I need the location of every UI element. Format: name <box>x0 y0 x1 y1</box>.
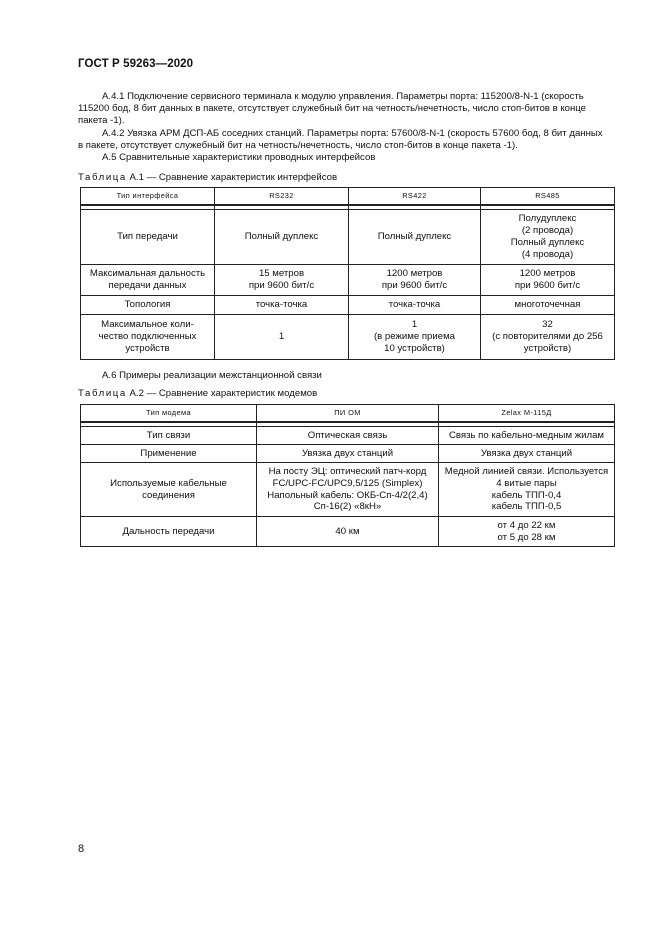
table-cell: Увязка двух станций <box>257 445 439 463</box>
row-label-cell: Дальность передачи <box>81 517 257 547</box>
table-row <box>81 463 615 517</box>
row-label-cell: Максимальная дальность передачи данных <box>81 265 215 296</box>
table-cell: 1200 метров при 9600 бит/с <box>481 265 615 296</box>
table-cell: многоточечная <box>481 296 615 315</box>
row-label-cell: Топология <box>81 296 215 315</box>
modems-table <box>80 404 615 547</box>
table-cell: 40 км <box>257 517 439 547</box>
table-cell: Полудуплекс (2 провода) Полный дуплекс (4 провода) <box>481 210 615 265</box>
table-cell: 1 <box>215 315 349 360</box>
table-cell: 1 (в режиме приема 10 устройств) <box>349 315 481 360</box>
table-row <box>81 315 615 360</box>
interfaces-table <box>80 187 615 360</box>
table-row <box>81 445 615 463</box>
table-header-cell: Тип модема <box>81 405 257 423</box>
table-header-cell: ПИ ОМ <box>257 405 439 423</box>
table-cell: На посту ЭЦ: оптический патч-корд FC/UPC-FC/UPC9,5/125 (Simplex) Напольный кабель: ОКБ-Сп-4/2(2,4) Сп-16(2) «8кН» <box>257 463 439 517</box>
body-text-block <box>78 91 604 164</box>
table-header-cell: RS485 <box>481 188 615 206</box>
table-cell: 32 (с повторителями до 256 устройств) <box>481 315 615 360</box>
page-number: 8 <box>78 843 85 855</box>
interfaces-table-body <box>81 205 615 360</box>
table-cell: Связь по кабельно-медным жилам <box>439 427 615 445</box>
paragraph-a6: А.6 Примеры реализации межстанционной связи <box>102 370 322 381</box>
table1-caption-text: А.1 — Сравнение характеристик интерфейсов <box>129 172 338 183</box>
section-a6-block <box>78 370 604 382</box>
table-row <box>81 427 615 445</box>
paragraph-a41: А.4.1 Подключение сервисного терминала к модулю управления. Параметры порта: 115200/8-N-1 (скорость 115200 бод, 8 бит данных в пакете, отсутствует служебный бит на четность/нечетность, число стоп-битов в конце пакета -1). <box>78 91 586 127</box>
table-cell: Увязка двух станций <box>439 445 615 463</box>
table2-caption-text: А.2 — Сравнение характеристик модемов <box>129 388 318 399</box>
table-header-row <box>81 405 615 423</box>
table-cell: Оптическая связь <box>257 427 439 445</box>
table-row <box>81 210 615 265</box>
table-header-cell: RS232 <box>215 188 349 206</box>
table-cell: точка-точка <box>215 296 349 315</box>
paragraph-a5: А.5 Сравнительные характеристики проводных интерфейсов <box>102 152 376 164</box>
table-cell: 15 метров при 9600 бит/с <box>215 265 349 296</box>
table-row <box>81 517 615 547</box>
row-label-cell: Тип связи <box>81 427 257 445</box>
table-header-cell: Zelax M-115Д <box>439 405 615 423</box>
document-header: ГОСТ Р 59263—2020 <box>78 58 194 70</box>
table-header-cell: Тип интерфейса <box>81 188 215 206</box>
table-row <box>81 265 615 296</box>
row-label-cell: Максимальное коли- чество подключенных устройств <box>81 315 215 360</box>
modems-table-body <box>81 422 615 547</box>
table-row <box>81 296 615 315</box>
table1-caption <box>78 172 337 184</box>
table1-caption-prefix: Таблица <box>78 172 127 183</box>
table-cell: Медной линией связи. Используется 4 витые пары кабель ТПП-0,4 кабель ТПП-0,5 <box>439 463 615 517</box>
row-label-cell: Тип передачи <box>81 210 215 265</box>
table-header-row <box>81 188 615 206</box>
row-label-cell: Применение <box>81 445 257 463</box>
table-cell: точка-точка <box>349 296 481 315</box>
table-cell: Полный дуплекс <box>349 210 481 265</box>
table-header-cell: RS422 <box>349 188 481 206</box>
table-cell: от 4 до 22 км от 5 до 28 км <box>439 517 615 547</box>
row-label-cell: Используемые кабельные соединения <box>81 463 257 517</box>
paragraph-a42: А.4.2 Увязка АРМ ДСП-АБ соседних станций. Параметры порта: 57600/8-N-1 (скорость 57600 бод, 8 бит данных в пакете, отсутствует служебный бит на четность/нечетность, число стоп-битов в конце пакета -1). <box>78 127 603 151</box>
table2-caption-prefix: Таблица <box>78 388 127 399</box>
table2-caption <box>78 388 317 400</box>
table-cell: Полный дуплекс <box>215 210 349 265</box>
table-cell: 1200 метров при 9600 бит/с <box>349 265 481 296</box>
